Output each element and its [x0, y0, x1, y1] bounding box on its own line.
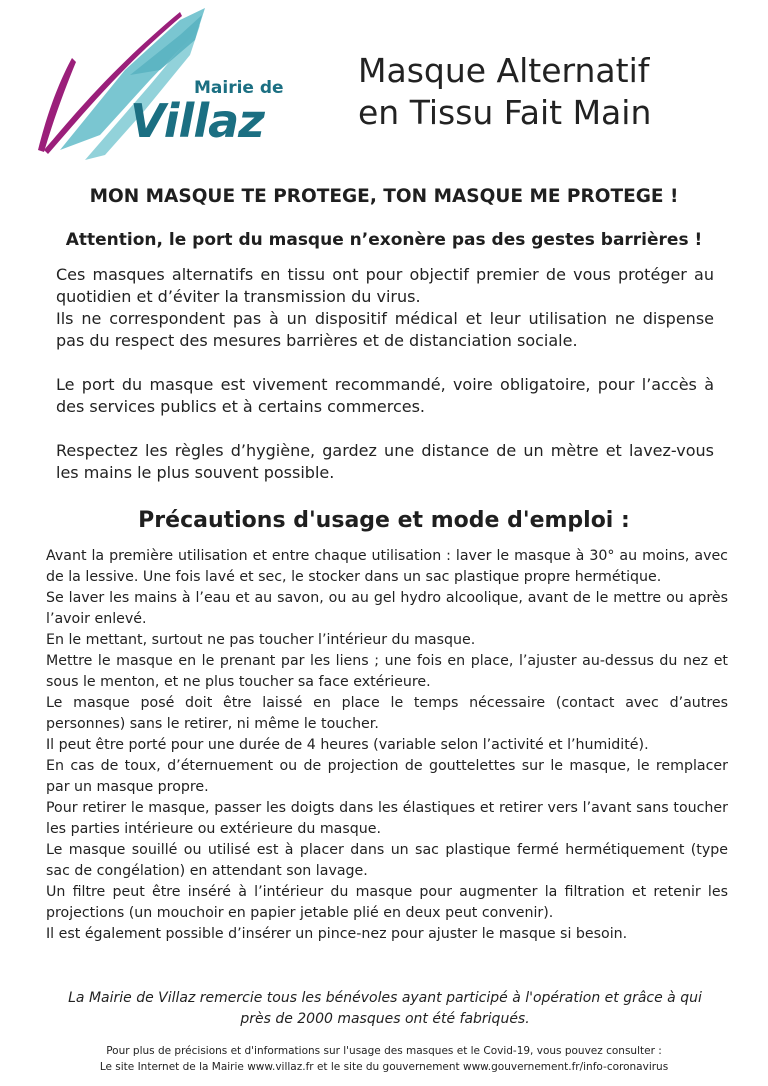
intro-sentence: Ces masques alternatifs en tissu ont pour objectif premier de vous protéger au quotidien et d’éviter la transmission du virus. [56, 265, 714, 306]
footer-line-1: Pour plus de précisions et d'informations sur l'usage des masques et le Covid-19, vous pouvez consulter : [106, 1045, 662, 1057]
instruction-item: Se laver les mains à l’eau et au savon, ou au gel hydro alcoolique, avant de le mettre ou après l’avoir enlevé. [46, 590, 728, 627]
instruction-item: Avant la première utilisation et entre chaque utilisation : laver le masque à 30° au moins, avec de la lessive. Une fois lavé et sec, le stocker dans un sac plastique propre hermétique. [46, 548, 728, 585]
thanks-line-2: près de 2000 masques ont été fabriqués. [240, 1011, 530, 1027]
footer-info [0, 1043, 768, 1075]
instruction-item: En le mettant, surtout ne pas toucher l’intérieur du masque. [46, 632, 476, 648]
thanks-note [40, 988, 730, 1030]
title-line-1: Masque Alternatif [358, 51, 650, 90]
intro-paragraph: Le port du masque est vivement recommandé, voire obligatoire, pour l’accès à des services publics et à certains commerces. [56, 375, 714, 416]
document-title [358, 50, 718, 134]
instruction-item: En cas de toux, d’éternuement ou de projection de gouttelettes sur le masque, le remplacer par un masque propre. [46, 758, 728, 795]
headline-slogan: MON MASQUE TE PROTEGE, TON MASQUE ME PROTEGE ! [89, 186, 679, 207]
instruction-item: Le masque souillé ou utilisé est à placer dans un sac plastique fermé hermétiquement (type sac de congélation) en attendant son lavage. [46, 842, 728, 879]
instruction-item: Il peut être porté pour une durée de 4 heures (variable selon l’activité et l’humidité). [46, 737, 649, 753]
intro-paragraph: Respectez les règles d’hygiène, gardez une distance de un mètre et lavez-vous les mains le plus souvent possible. [56, 441, 714, 482]
instruction-item: Pour retirer le masque, passer les doigts dans les élastiques et retirer vers l’avant sans toucher les parties intérieure ou extérieure du masque. [46, 800, 728, 837]
intro-paragraph [56, 264, 714, 352]
footer-line-2: Le site Internet de la Mairie www.villaz.fr et le site du gouvernement www.gouvernement.fr/info-coronavirus [99, 1061, 669, 1073]
intro-sentence: Ils ne correspondent pas à un dispositif médical et leur utilisation ne dispense pas du respect des mesures barrières et de distanciation sociale. [56, 309, 714, 350]
title-line-2: en Tissu Fait Main [358, 93, 652, 132]
intro-section [56, 264, 714, 506]
mairie-logo [30, 0, 284, 170]
section-title-precautions: Précautions d'usage et mode d'emploi : [138, 508, 630, 533]
instruction-item: Mettre le masque en le prenant par les liens ; une fois en place, l’ajuster au-dessus du nez et sous le menton, et ne plus toucher sa face extérieure. [46, 653, 728, 690]
logo-text-mairie: Mairie de [194, 78, 284, 98]
logo-text-villaz: Villaz [130, 94, 264, 148]
thanks-line-1: La Mairie de Villaz remercie tous les bénévoles ayant participé à l'opération et grâce à qui [68, 990, 702, 1006]
warning-subheading: Attention, le port du masque n’exonère pas des gestes barrières ! [65, 230, 703, 250]
instruction-item: Il est également possible d’insérer un pince-nez pour ajuster le masque si besoin. [46, 926, 628, 942]
instruction-item: Un filtre peut être inséré à l’intérieur du masque pour augmenter la filtration et retenir les projections (un mouchoir en papier jetable plié en deux peut convenir). [46, 884, 728, 921]
instruction-item: Le masque posé doit être laissé en place le temps nécessaire (contact avec d’autres personnes) sans le retirer, ni même le toucher. [46, 695, 728, 732]
instructions-list [46, 546, 728, 945]
